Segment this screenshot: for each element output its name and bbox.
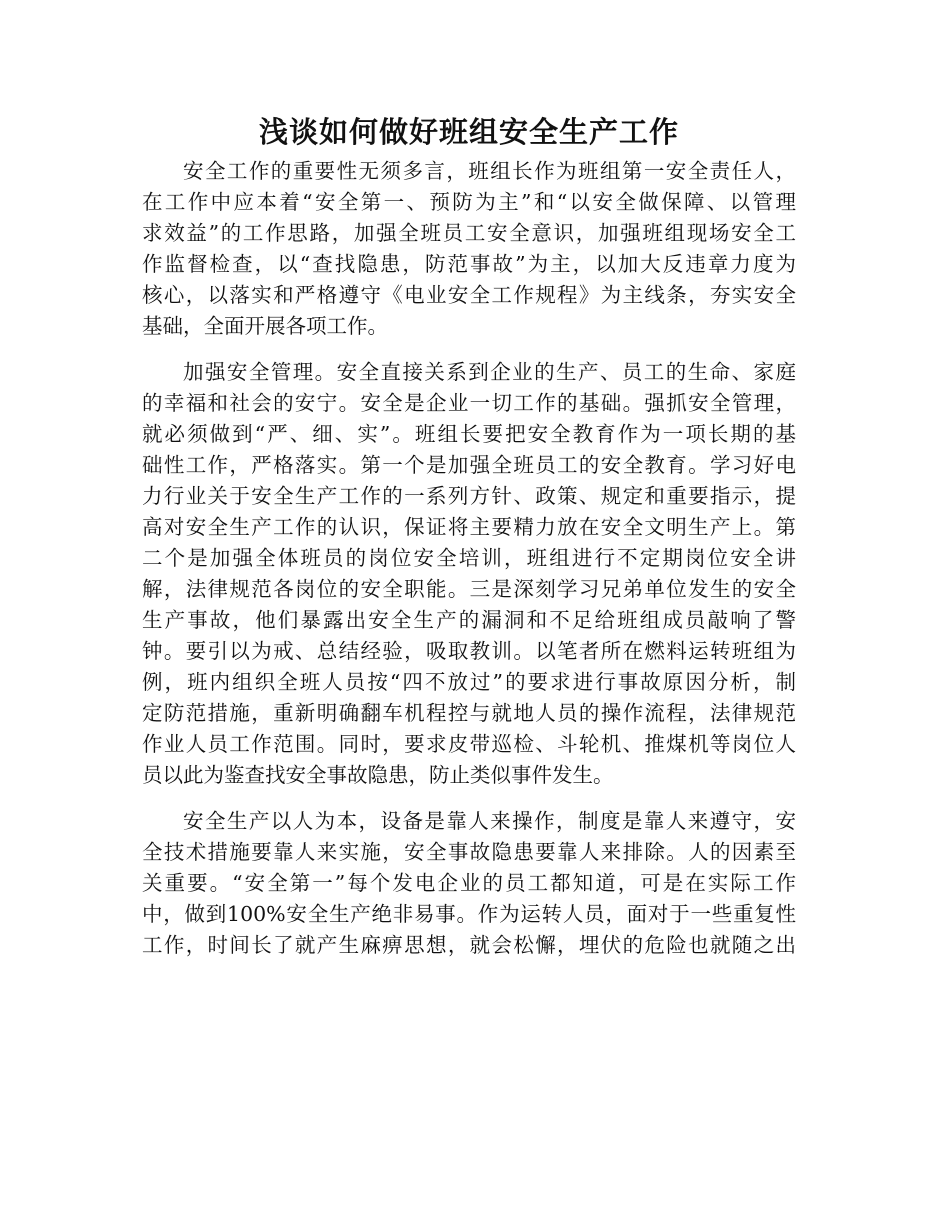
- paragraph-line: 安全工作的重要性无须多言，班组长作为班组第一安全责任人，: [183, 159, 796, 183]
- document-page: [142, 108, 796, 961]
- paragraph-1: [142, 156, 796, 342]
- paragraph-line: 工作，时间长了就产生麻痹思想，就会松懈，埋伏的危险也就随之出: [142, 933, 796, 957]
- paragraph-gap: [142, 342, 796, 357]
- paragraph-line: 作业人员工作范围。同时，要求皮带巡检、斗轮机、推煤机等岗位人: [142, 732, 796, 756]
- paragraph-2: [142, 357, 796, 791]
- paragraph-line: 二个是加强全体班员的岗位安全培训，班组进行不定期岗位安全讲: [142, 546, 796, 570]
- paragraph-line: 作监督检查，以“查找隐患，防范事故”为主，以加大反违章力度为: [142, 252, 796, 276]
- paragraph-line: 解，法律规范各岗位的安全职能。三是深刻学习兄弟单位发生的安全: [142, 577, 796, 601]
- paragraph-line: 全技术措施要靠人来实施，安全事故隐患要靠人来排除。人的因素至: [142, 840, 796, 864]
- paragraph-line: 生产事故，他们暴露出安全生产的漏洞和不足给班组成员敲响了警: [142, 608, 796, 632]
- paragraph-line: 求效益”的工作思路，加强全班员工安全意识，加强班组现场安全工: [142, 221, 796, 245]
- document-title: 浅谈如何做好班组安全生产工作: [258, 115, 679, 149]
- paragraph-line: 核心，以落实和严格遵守《电业安全工作规程》为主线条，夯实安全: [142, 283, 796, 307]
- paragraph-line: 高对安全生产工作的认识，保证将主要精力放在安全文明生产上。第: [142, 515, 796, 539]
- paragraph-line: 的幸福和社会的安宁。安全是企业一切工作的基础。强抓安全管理，: [142, 391, 796, 415]
- paragraph-line: 安全生产以人为本，设备是靠人来操作，制度是靠人来遵守，安: [183, 809, 796, 833]
- paragraph-line: 中，做到100%安全生产绝非易事。作为运转人员，面对于一些重复性: [142, 902, 796, 926]
- paragraph-3: [142, 806, 796, 961]
- paragraph-line: 钟。要引以为戒、总结经验，吸取教训。以笔者所在燃料运转班组为: [142, 639, 796, 663]
- paragraph-line: 定防范措施，重新明确翻车机程控与就地人员的操作流程，法律规范: [142, 701, 796, 725]
- paragraph-gap: [142, 791, 796, 806]
- paragraph-line: 在工作中应本着“安全第一、预防为主”和“以安全做保障、以管理: [142, 190, 796, 214]
- paragraph-line: 例，班内组织全班人员按“四不放过”的要求进行事故原因分析，制: [142, 670, 796, 694]
- paragraph-line: 基础，全面开展各项工作。: [142, 314, 388, 338]
- paragraph-line: 础性工作，严格落实。第一个是加强全班员工的安全教育。学习好电: [142, 453, 796, 477]
- paragraph-line: 关重要。“安全第一”每个发电企业的员工都知道，可是在实际工作: [142, 871, 796, 895]
- paragraph-line: 就必须做到“严、细、实”。班组长要把安全教育作为一项长期的基: [142, 422, 796, 446]
- paragraph-line: 力行业关于安全生产工作的一系列方针、政策、规定和重要指示，提: [142, 484, 796, 508]
- paragraph-line: 加强安全管理。安全直接关系到企业的生产、员工的生命、家庭: [183, 360, 796, 384]
- paragraph-line: 员以此为鉴查找安全事故隐患，防止类似事件发生。: [142, 763, 614, 787]
